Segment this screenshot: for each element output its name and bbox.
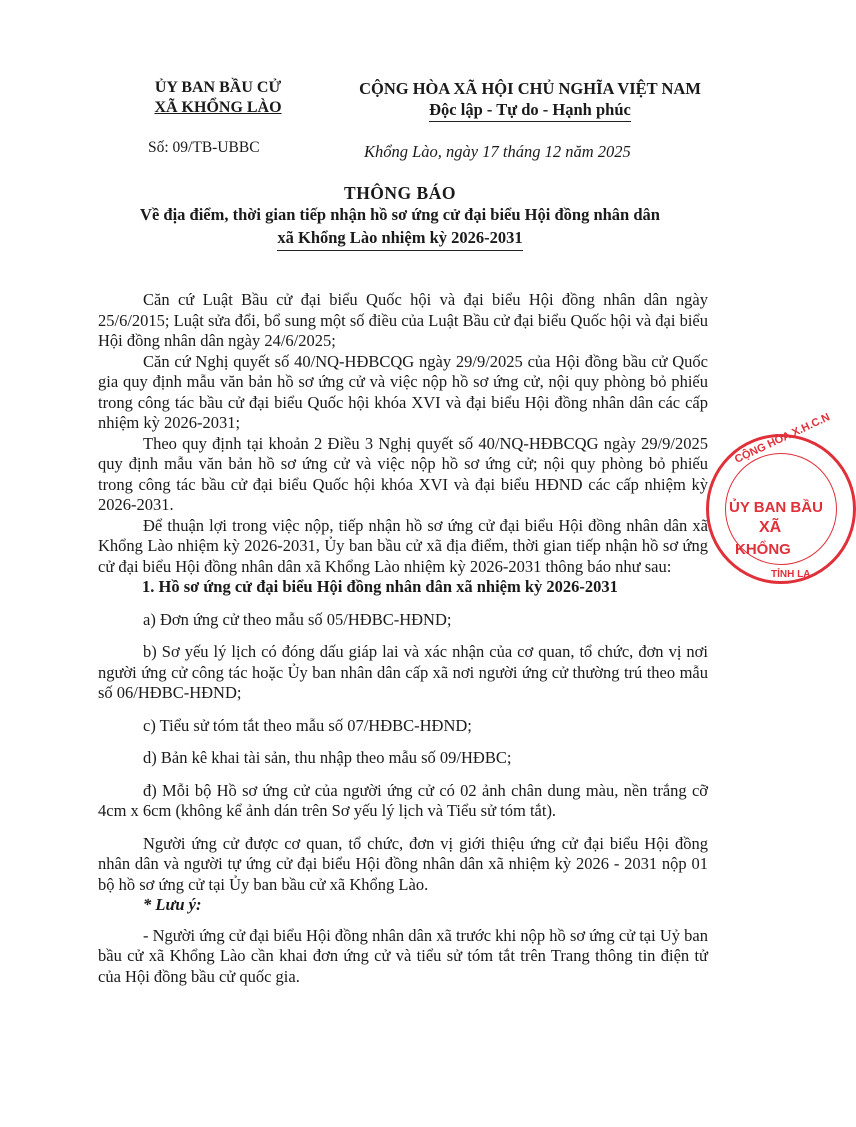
seal-line-2: XÃ — [759, 519, 782, 536]
paragraph-legal-basis-1: Căn cứ Luật Bầu cử đại biểu Quốc hội và đại biểu Hội đồng nhân dân ngày 25/6/2015; Luật sửa đổi, bổ sung một số điều của Luật Bầu cử đại biểu Quốc hội và đại biểu Hội đồng nhân dân ngày 24/6/2025; — [98, 290, 708, 350]
official-seal — [706, 411, 856, 584]
national-motto: Độc lập - Tự do - Hạnh phúc — [429, 99, 631, 122]
org-line-2: XÃ KHỔNG LÀO — [154, 99, 282, 116]
national-heading — [330, 78, 730, 122]
list-item-dd: đ) Mỗi bộ Hồ sơ ứng cử của người ứng cử có 02 ảnh chân dung màu, nền trắng cỡ 4cm x 6cm (không kể ảnh dán trên Sơ yếu lý lịch và Tiểu sử tóm tắt). — [98, 780, 708, 820]
paragraph-purpose: Để thuận lợi trong việc nộp, tiếp nhận hồ sơ ứng cử đại biểu Hội đồng nhân dân xã Khổng Lào nhiệm kỳ 2026-2031, Ủy ban bầu cử xã địa điểm, thời gian tiếp nhận hồ sơ ứng cử đại biểu Hội đồng nhân dân xã Khổng Lào nhiệm kỳ 2026-2031 thông báo như sau: — [98, 515, 708, 576]
paragraph-legal-basis-2: Căn cứ Nghị quyết số 40/NQ-HĐBCQG ngày 29/9/2025 của Hội đồng bầu cử Quốc gia quy định mẫu văn bản hồ sơ ứng cử và việc nộp hồ sơ ứng cử, nội quy phòng bỏ phiếu trong công tác bầu cử đại biểu Quốc hội khóa XVI và đại biểu Hội đồng nhân dân các cấp nhiệm kỳ 2026-2031; — [98, 351, 708, 432]
issuing-organization — [108, 78, 328, 118]
document-number: Số: 09/TB-UBBC — [148, 139, 260, 156]
seal-line-3: KHỔNG — [735, 541, 791, 558]
list-item-d: d) Bản kê khai tài sản, thu nhập theo mẫu số 09/HĐBC; — [143, 748, 512, 767]
document-subtitle-2 — [0, 228, 800, 251]
place-date: Khổng Lào, ngày 17 tháng 12 năm 2025 — [364, 142, 631, 161]
document-subtitle-1: Về địa điểm, thời gian tiếp nhận hồ sơ ứng cử đại biểu Hội đồng nhân dân — [140, 205, 660, 224]
list-item-a: a) Đơn ứng cử theo mẫu số 05/HĐBC-HĐND; — [143, 609, 452, 629]
section-heading-1: 1. Hồ sơ ứng cử đại biểu Hội đồng nhân dân xã nhiệm kỳ 2026-2031 — [142, 577, 618, 596]
document-body — [98, 290, 708, 987]
seal-top-text: CỘNG HÒA X.H.C.N — [733, 411, 832, 466]
paragraph-legal-basis-3: Theo quy định tại khoản 2 Điều 3 Nghị quyết số 40/NQ-HĐBCQG ngày 29/9/2025 quy định mẫu văn bản hồ sơ ứng cử và việc nộp hồ sơ ứng cử; nội quy phòng bỏ phiếu trong công tác bầu cử đại biểu Quốc hội khóa XVI và đại biểu HĐND các cấp nhiệm kỳ 2026-2031. — [98, 433, 708, 514]
note-label: * Lưu ý: — [143, 895, 202, 914]
seal-bottom-text: TỈNH LA — [771, 569, 811, 580]
subtitle-2-text: xã Khổng Lào nhiệm kỳ 2026-2031 — [277, 228, 522, 251]
note-item-1: - Người ứng cử đại biểu Hội đồng nhân dân xã trước khi nộp hồ sơ ứng cử tại Uỷ ban bầu cử xã Khổng Lào cần khai đơn ứng cử và tiểu sử tóm tắt trên Trang thông tin điện tử của Hội đồng bầu cử quốc gia. — [98, 925, 708, 986]
paragraph-submission: Người ứng cử được cơ quan, tổ chức, đơn vị giới thiệu ứng cử đại biểu Hội đồng nhân dân và người tự ứng cử đại biểu Hội đồng nhân dân xã nhiệm kỳ 2026 - 2031 nộp 01 bộ hồ sơ ứng cử tại Ủy ban bầu cử xã Khổng Lào. — [98, 833, 708, 894]
nation-line-1: CỘNG HÒA XÃ HỘI CHỦ NGHĨA VIỆT NAM — [359, 79, 701, 98]
document-title: THÔNG BÁO — [344, 183, 456, 203]
list-item-b: b) Sơ yếu lý lịch có đóng dấu giáp lai và xác nhận của cơ quan, tổ chức, đơn vị nơi người ứng cử công tác hoặc Ủy ban nhân dân cấp xã nơi người ứng cử thường trú theo mẫu số 06/HĐBC-HĐND; — [98, 642, 708, 702]
org-line-1: ỦY BAN BẦU CỬ — [154, 79, 282, 96]
seal-line-1: ỦY BAN BẦU — [729, 499, 823, 516]
list-item-c: c) Tiểu sử tóm tắt theo mẫu số 07/HĐBC-HĐND; — [143, 715, 472, 735]
